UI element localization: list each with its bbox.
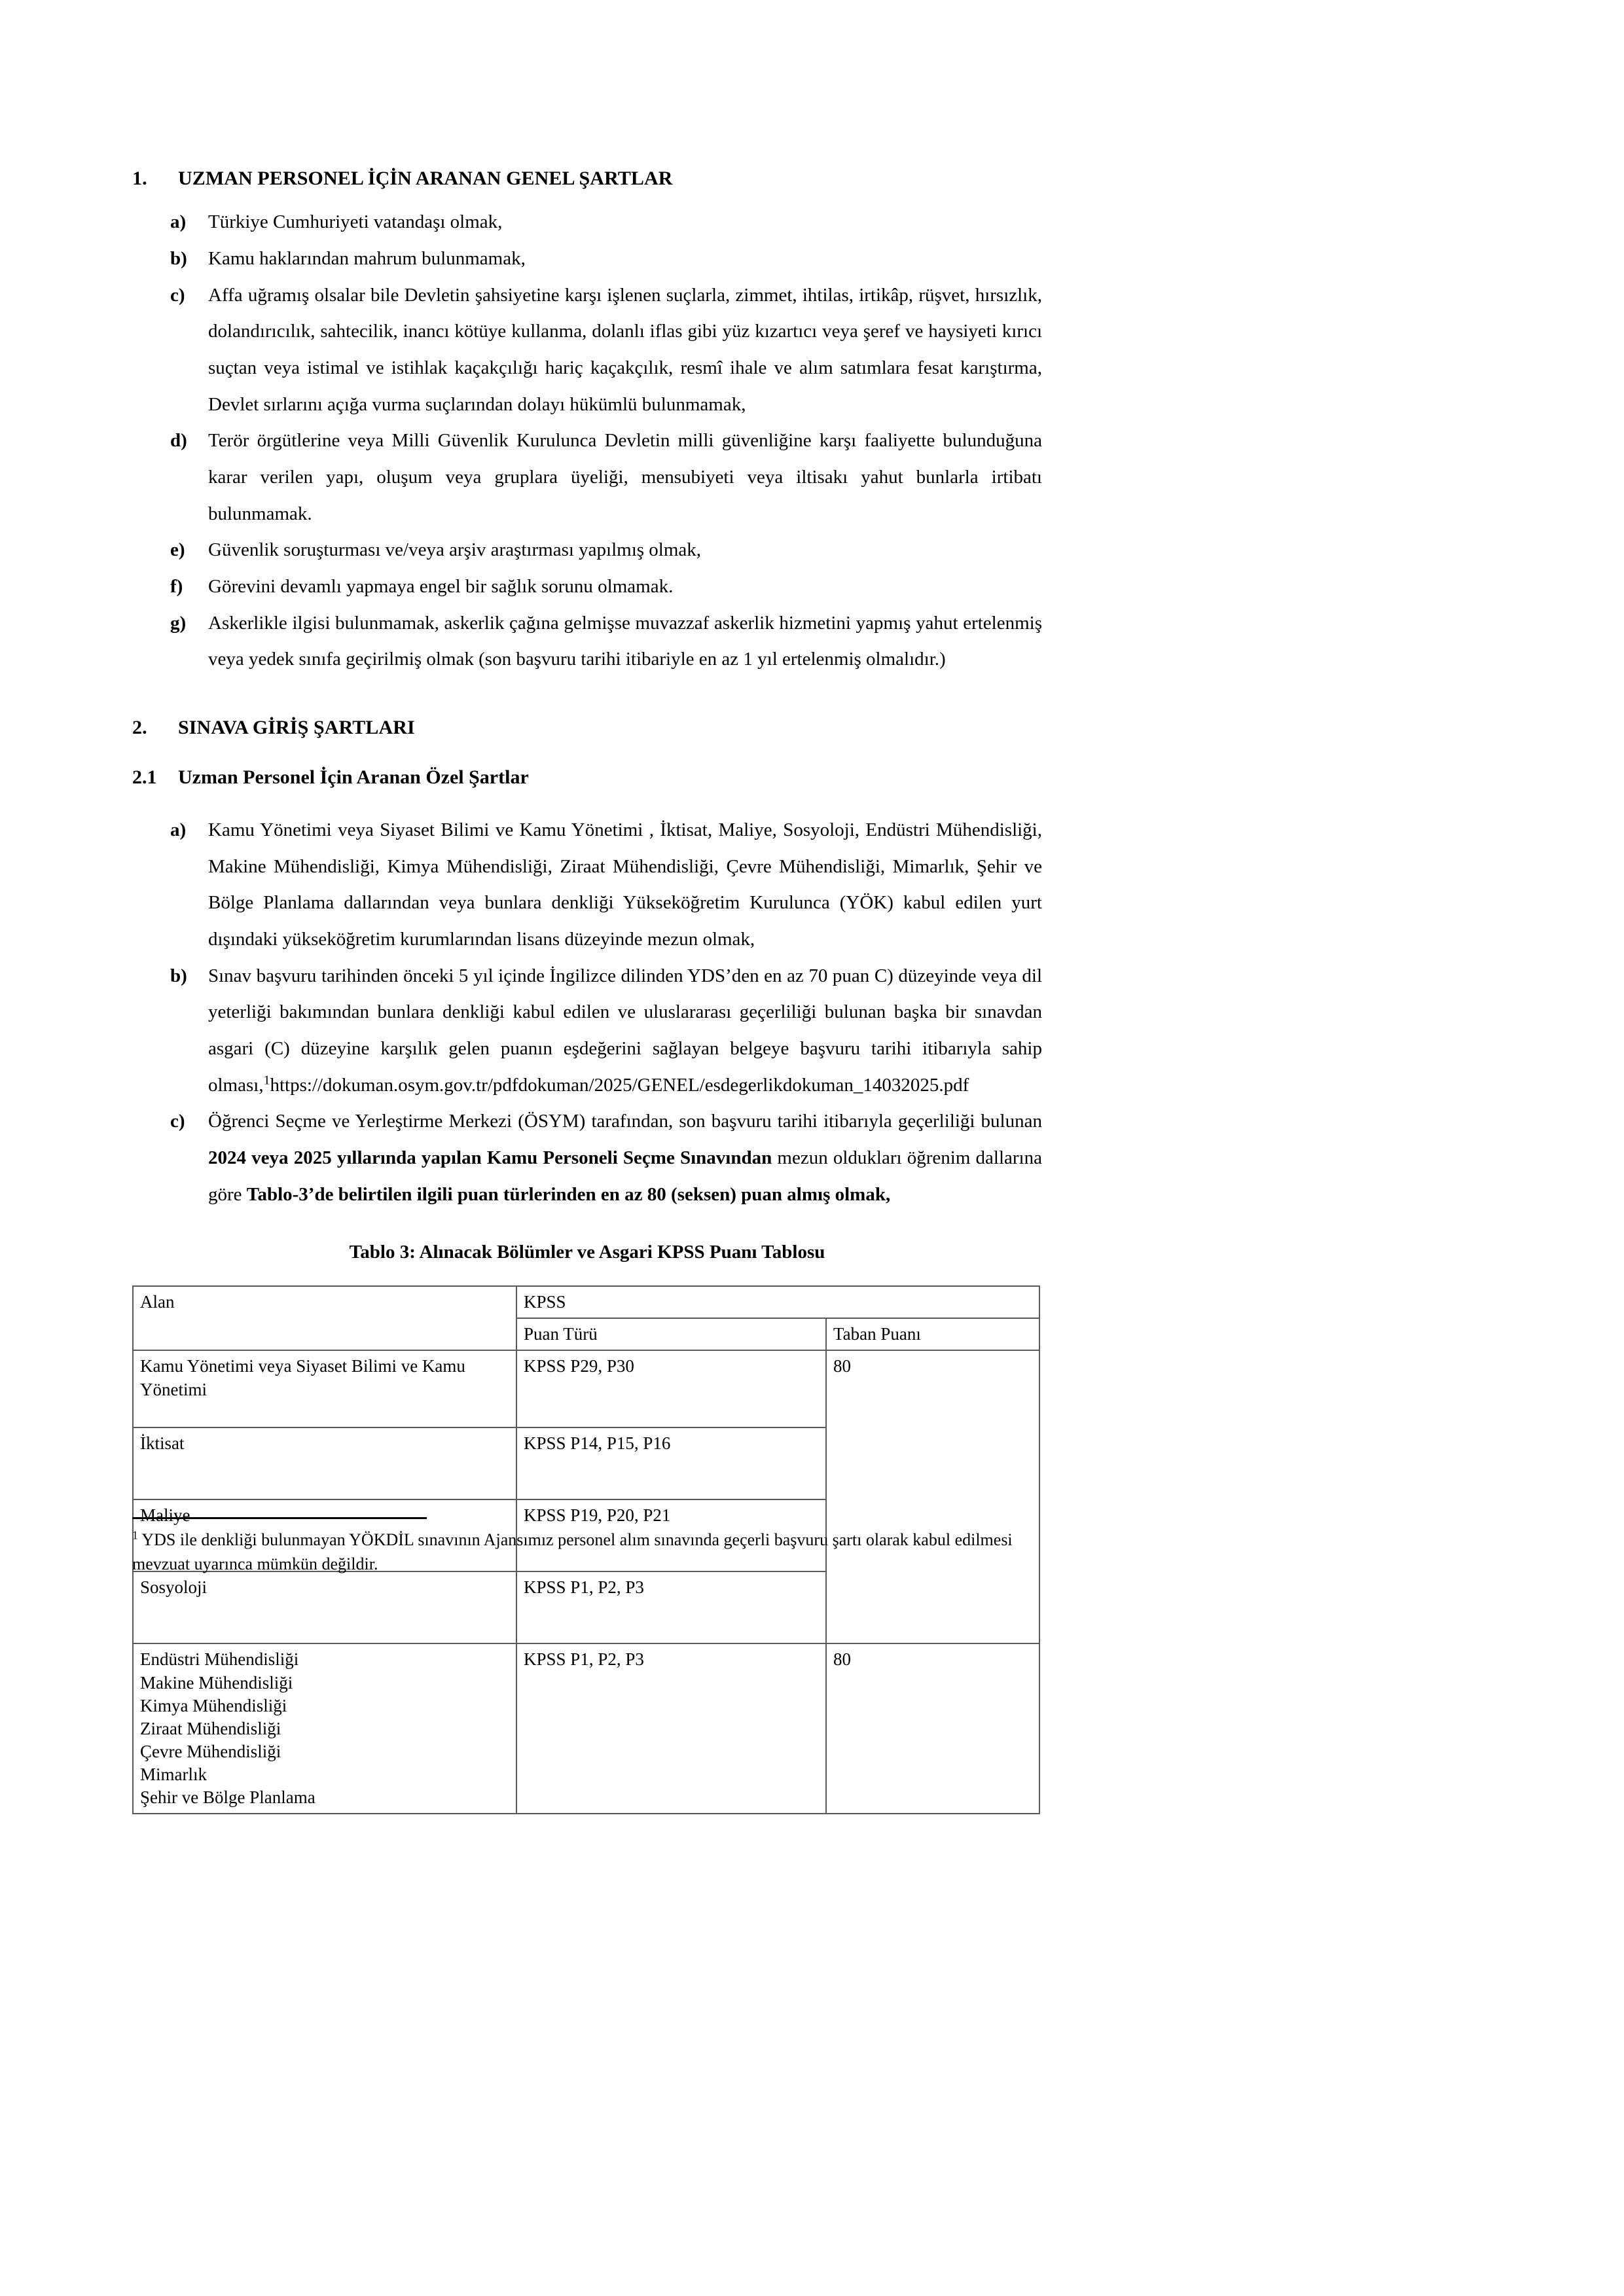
table-cell-alan-line: Çevre Mühendisliği <box>140 1741 281 1761</box>
table-cell-taban-puani: 80 <box>826 1350 1039 1643</box>
section-2-heading <box>132 716 1042 739</box>
section-2-1-heading <box>132 766 1042 789</box>
esdegerlik-url[interactable]: https://dokuman.osym.gov.tr/pdfdokuman/2025/GENEL/esdegerlikdokuman_14032025.pdf <box>270 1074 969 1096</box>
table-cell-alan-line: Makine Mühendisliği <box>140 1672 293 1693</box>
list-item <box>132 204 1042 241</box>
table-cell-alan: İktisat <box>133 1427 516 1499</box>
table-cell-puan-turu: KPSS P1, P2, P3 <box>516 1643 826 1814</box>
section-2-1-number: 2.1 <box>132 766 157 788</box>
list-text: Türkiye Cumhuriyeti vatandaşı olmak, <box>208 211 503 233</box>
footnote-area <box>132 1517 1042 1577</box>
list-text: Terör örgütlerine veya Milli Güvenlik Kurulunca Devletin milli güvenliğine karşı faaliyette bulunduğuna karar verilen yapı, oluşum veya gruplara üyeliği, mensubiyeti veya iltisakı yahut bunlarla irtibatı bulunmamak. <box>208 430 1042 524</box>
list-text: Kamu haklarından mahrum bulunmamak, <box>208 248 526 270</box>
footnote-separator <box>132 1517 427 1519</box>
list-item <box>132 569 1042 605</box>
list-marker: c) <box>170 284 185 306</box>
list-marker: a) <box>170 211 187 233</box>
list-text: Affa uğramış olsalar bile Devletin şahsiyetine karşı işlenen suçlarla, zimmet, ihtilas, irtikâp, rüşvet, hırsızlık, dolandırıcılık, sahtecilik, inancı kötüye kullanma, dolanlı iflas gibi yüz kızartıcı veya şeref ve haysiyeti kırıcı suçtan veya istimal ve istihlak kaçakçılığı hariç kaçakçılık, resmî ihale ve alım satımlara fesat karıştırma, Devlet sırlarını açığa vurma suçlarından dolayı hükümlü bulunmamak, <box>208 284 1042 415</box>
section-2-number: 2. <box>132 717 147 739</box>
list-marker: c) <box>170 1111 185 1132</box>
table-cell-alan-line: Endüstri Mühendisliği <box>140 1649 299 1670</box>
table-cell-puan-turu: KPSS P14, P15, P16 <box>516 1427 826 1499</box>
section-1-heading <box>132 167 1042 190</box>
footnote-marker: 1 <box>132 1528 138 1542</box>
table-cell-puan-turu: KPSS P29, P30 <box>516 1350 826 1427</box>
list-item <box>132 812 1042 958</box>
table-cell-alan-line: Şehir ve Bölge Planlama <box>140 1787 316 1808</box>
table-cell-alan-multi <box>133 1643 516 1814</box>
footnote <box>132 1528 1042 1577</box>
list-text: Kamu Yönetimi veya Siyaset Bilimi ve Kamu Yönetimi , İktisat, Maliye, Sosyoloji, Endüstri Mühendisliği, Makine Mühendisliği, Kimya Mühendisliği, Ziraat Mühendisliği, Çevre Mühendisliği, Mimarlık, Şehir ve Bölge Planlama dallarından veya bunlara denkliği Yükseköğretim Kurulunca (YÖK) kabul edilen yurt dışındaki yükseköğretim kurumlarından lisans düzeyinde mezun olmak, <box>208 819 1042 950</box>
list-text-part-4-bold: Tablo-3’de belirtilen ilgili puan türlerinden en az 80 (seksen) puan almış olmak, <box>246 1183 891 1205</box>
section-1-number: 1. <box>132 168 147 189</box>
list-marker: f) <box>170 576 183 598</box>
list-marker: b) <box>170 248 187 270</box>
spacer <box>132 789 1042 812</box>
section-1-title: UZMAN PERSONEL İÇİN ARANAN GENEL ŞARTLAR <box>178 168 673 189</box>
section-2-1-list <box>132 812 1042 1213</box>
spacer <box>132 740 1042 766</box>
table-caption: Tablo 3: Alınacak Bölümler ve Asgari KPSS Puanı Tablosu <box>349 1242 825 1263</box>
table-cell-alan-line: Ziraat Mühendisliği <box>140 1718 281 1738</box>
list-text-part-3: mezun oldukları öğrenim dallarına göre <box>208 1147 1042 1205</box>
list-marker: b) <box>170 965 187 986</box>
table-row <box>133 1350 1039 1427</box>
list-item <box>132 278 1042 423</box>
table-cell-alan-line: Kimya Mühendisliği <box>140 1695 287 1715</box>
list-item <box>132 958 1042 1104</box>
section-2-1-title: Uzman Personel İçin Aranan Özel Şartlar <box>178 766 529 788</box>
table-header-alan: Alan <box>133 1286 516 1350</box>
list-text: Görevini devamlı yapmaya engel bir sağlık sorunu olmamak. <box>208 576 674 598</box>
list-item <box>132 423 1042 532</box>
footnote-text: YDS ile denkliği bulunmayan YÖKDİL sınavının Ajansımız personel alım sınavında geçerli başvuru şartı olarak kabul edilmesi mevzuat uyarınca mümkün değildir. <box>132 1530 1013 1573</box>
table-header-taban-puani: Taban Puanı <box>826 1318 1039 1350</box>
table-row-group-2 <box>133 1643 1039 1814</box>
list-text: Askerlikle ilgisi bulunmamak, askerlik çağına gelmişse muvazzaf askerlik hizmetini yapmış yahut ertelenmiş veya yedek sınıfa geçirilmiş olmak (son başvuru tarihi itibariyle en az 1 yıl ertelenmiş olmalıdır.) <box>208 612 1042 670</box>
list-item <box>132 1103 1042 1213</box>
table-cell-alan: Maliye <box>133 1499 516 1571</box>
list-item <box>132 241 1042 278</box>
list-marker: d) <box>170 430 187 452</box>
table-cell-alan: Sosyoloji <box>133 1571 516 1643</box>
table-cell-alan: Kamu Yönetimi veya Siyaset Bilimi ve Kamu Yönetimi <box>133 1350 516 1427</box>
list-marker: g) <box>170 612 187 634</box>
section-2-title: SINAVA GİRİŞ ŞARTLARI <box>178 717 415 739</box>
spacer <box>132 190 1042 204</box>
table-cell-puan-turu: KPSS P1, P2, P3 <box>516 1571 826 1643</box>
footnote-reference: 1 <box>263 1072 270 1087</box>
list-text-main: Sınav başvuru tarihinden önceki 5 yıl içinde İngilizce dilinden YDS’den en az 70 puan C) düzeyinde veya dil yeterliği bakımından bunlara denkliği kabul edilen ve uluslararası geçerliliği bulunan başka bir sınavdan asgari (C) düzeyine karşılık gelen puanın eşdeğerini sağlayan belgeye başvuru tarihi itibarıyla sahip olması, <box>208 965 1042 1096</box>
list-text: Güvenlik soruşturması ve/veya arşiv araştırması yapılmış olmak, <box>208 539 702 561</box>
list-item <box>132 605 1042 678</box>
table-cell-alan-line: Mimarlık <box>140 1764 207 1784</box>
table-header-puan-turu: Puan Türü <box>516 1318 826 1350</box>
spacer <box>132 678 1042 716</box>
list-marker: e) <box>170 539 185 561</box>
table-cell-taban-puani: 80 <box>826 1643 1039 1814</box>
table-cell-puan-turu: KPSS P19, P20, P21 <box>516 1499 826 1571</box>
table-header-kpss: KPSS <box>516 1286 1039 1318</box>
list-text <box>208 958 1042 1104</box>
list-text-part-2-bold: 2024 veya 2025 yıllarında yapılan Kamu Personeli Seçme Sınavından <box>208 1147 772 1168</box>
list-text <box>208 1103 1042 1213</box>
section-1-list <box>132 204 1042 678</box>
list-text-part-1: Öğrenci Seçme ve Yerleştirme Merkezi (ÖSYM) tarafından, son başvuru tarihi itibarıyla geçerliliği bulunan <box>208 1111 1042 1132</box>
list-item <box>132 532 1042 569</box>
table-header-row-1 <box>133 1286 1039 1318</box>
list-marker: a) <box>170 819 187 840</box>
